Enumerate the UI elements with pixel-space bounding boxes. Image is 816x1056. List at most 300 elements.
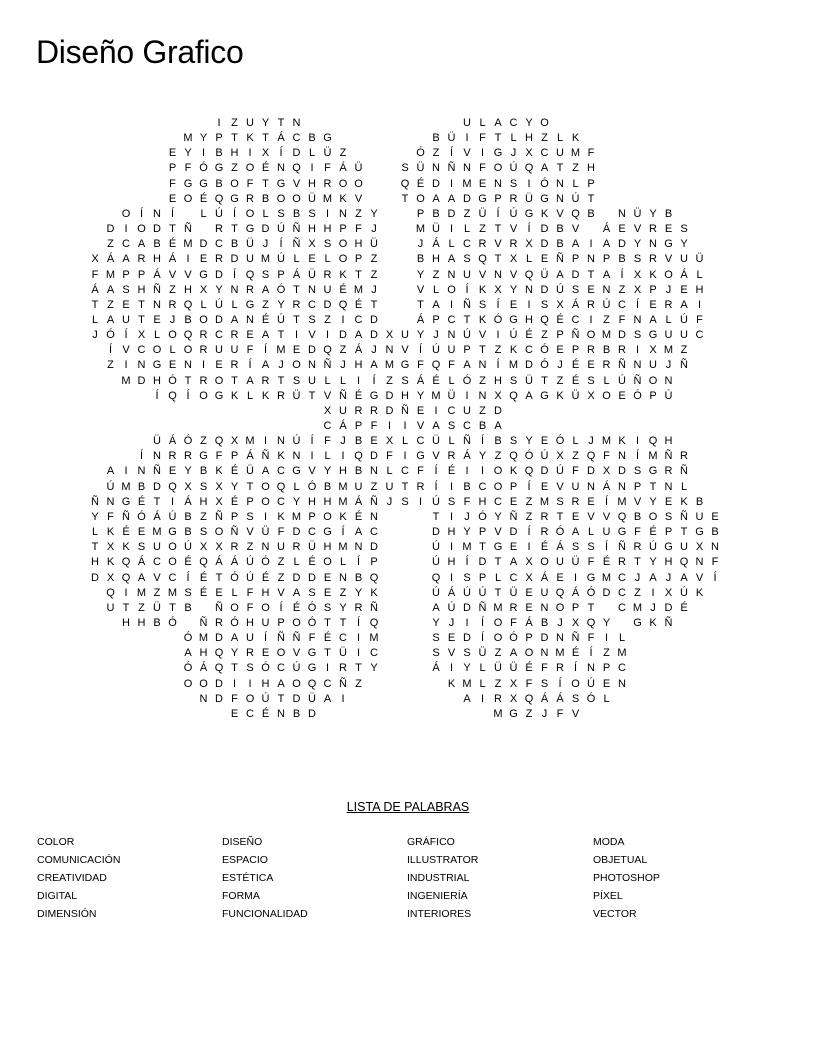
grid-letter: I	[480, 465, 485, 478]
grid-letter: Í	[263, 344, 268, 357]
grid-letter: G	[121, 495, 131, 508]
grid-letter: O	[323, 556, 332, 569]
grid-letter: P	[525, 632, 533, 645]
grid-letter: A	[106, 283, 115, 296]
word-list-item: ILLUSTRATOR	[407, 854, 479, 866]
grid-letter: F	[246, 586, 254, 599]
grid-letter: Ñ	[184, 223, 192, 236]
grid-letter: Í	[170, 207, 175, 220]
word-list-column	[593, 835, 773, 925]
grid-letter: Ñ	[401, 404, 409, 417]
grid-letter: I	[527, 541, 531, 554]
grid-letter: E	[649, 298, 657, 311]
grid-letter: Í	[139, 450, 144, 463]
grid-letter: I	[387, 420, 392, 432]
grid-letter: Ú	[246, 556, 254, 569]
grid-letter: H	[432, 253, 440, 266]
grid-letter: Y	[525, 117, 533, 129]
grid-letter: N	[447, 268, 456, 281]
grid-letter: Y	[633, 238, 642, 251]
grid-letter: I	[201, 147, 206, 160]
grid-letter: N	[478, 359, 487, 372]
grid-letter: A	[261, 465, 270, 478]
grid-letter: T	[184, 374, 192, 387]
grid-letter: N	[432, 162, 440, 175]
grid-letter: G	[307, 647, 317, 660]
grid-letter: Ú	[540, 450, 549, 463]
grid-letter: P	[168, 162, 177, 175]
grid-letter: K	[556, 389, 564, 402]
grid-letter: Í	[604, 541, 609, 554]
grid-letter: Q	[214, 662, 224, 675]
grid-letter: K	[540, 207, 549, 220]
grid-letter: T	[169, 601, 176, 614]
grid-letter: Q	[540, 313, 549, 326]
grid-letter: L	[324, 374, 331, 387]
grid-letter: B	[618, 253, 626, 266]
grid-letter: V	[277, 586, 285, 599]
grid-letter: Z	[107, 298, 114, 311]
grid-letter: L	[401, 435, 409, 448]
grid-letter: Ñ	[277, 632, 285, 645]
grid-letter: Ñ	[153, 283, 161, 296]
grid-letter: Ú	[184, 541, 192, 554]
grid-letter: I	[480, 692, 485, 705]
grid-letter: K	[478, 283, 487, 296]
grid-letter: P	[509, 480, 518, 493]
word-list-item: PHOTOSHOP	[593, 872, 660, 884]
grid-letter: F	[696, 313, 703, 326]
grid-letter: N	[618, 207, 626, 220]
grid-letter: N	[137, 359, 146, 372]
grid-letter: Á	[447, 586, 456, 599]
grid-letter: P	[122, 268, 130, 281]
grid-letter: P	[602, 662, 611, 675]
grid-letter: L	[479, 677, 486, 690]
grid-letter: Z	[107, 359, 114, 372]
grid-letter: Í	[496, 298, 500, 311]
grid-letter: Í	[418, 344, 423, 357]
grid-letter: E	[323, 571, 332, 584]
grid-letter: B	[463, 480, 471, 493]
grid-letter: R	[215, 616, 223, 629]
grid-letter: D	[509, 526, 518, 539]
grid-letter: T	[587, 601, 595, 614]
grid-letter: O	[648, 510, 658, 523]
grid-letter: B	[354, 465, 363, 478]
grid-letter: N	[354, 541, 363, 554]
grid-letter: Ú	[432, 495, 440, 508]
grid-letter: G	[416, 450, 425, 463]
grid-letter: P	[587, 177, 595, 190]
grid-letter: L	[153, 329, 161, 342]
grid-letter: F	[479, 132, 486, 145]
grid-letter: K	[215, 465, 223, 478]
grid-letter: K	[618, 435, 626, 448]
grid-letter: Ñ	[370, 495, 378, 508]
grid-letter: H	[199, 495, 208, 508]
grid-letter: Y	[649, 495, 657, 508]
grid-letter: P	[277, 616, 285, 629]
grid-letter: Í	[465, 283, 469, 296]
grid-letter: D	[385, 389, 394, 402]
grid-letter: M	[338, 480, 348, 493]
grid-letter: V	[401, 344, 409, 357]
grid-letter: B	[354, 571, 363, 584]
grid-letter: S	[478, 298, 487, 311]
grid-letter: G	[214, 389, 224, 402]
grid-letter: Ú	[447, 601, 456, 614]
grid-letter: N	[587, 253, 595, 266]
grid-letter: F	[556, 707, 564, 720]
grid-letter: T	[293, 313, 300, 326]
grid-letter: J	[650, 601, 656, 614]
grid-letter: É	[354, 298, 363, 311]
grid-letter: R	[215, 223, 223, 236]
grid-letter: V	[308, 329, 316, 342]
grid-letter: S	[432, 632, 440, 645]
grid-letter: Q	[121, 556, 131, 569]
grid-letter: D	[215, 632, 223, 645]
grid-letter: L	[587, 526, 595, 539]
grid-letter: P	[432, 313, 440, 326]
word-list-column	[407, 835, 587, 925]
grid-letter: U	[308, 374, 316, 387]
grid-letter: Á	[230, 556, 239, 569]
grid-letter: Y	[649, 556, 657, 569]
grid-letter: C	[509, 117, 518, 129]
grid-letter: I	[263, 510, 268, 523]
grid-letter: X	[308, 238, 316, 251]
grid-letter: Ñ	[230, 526, 239, 539]
grid-letter: L	[339, 556, 347, 569]
grid-letter: O	[571, 677, 580, 690]
grid-letter: Q	[369, 616, 379, 629]
grid-letter: Q	[121, 571, 131, 584]
grid-letter: Y	[416, 389, 425, 402]
grid-letter: H	[695, 283, 704, 296]
grid-letter: L	[91, 313, 99, 326]
grid-letter: O	[338, 177, 348, 190]
grid-letter: O	[354, 177, 363, 190]
grid-letter: N	[137, 465, 146, 478]
grid-letter: E	[168, 192, 177, 205]
grid-letter: X	[106, 541, 115, 554]
grid-letter: I	[124, 359, 128, 372]
grid-letter: H	[261, 677, 270, 690]
grid-letter: S	[137, 541, 146, 554]
grid-letter: Ó	[540, 177, 549, 190]
grid-letter: P	[478, 526, 487, 539]
grid-letter: F	[355, 223, 362, 236]
grid-letter: Ñ	[199, 616, 208, 629]
grid-letter: K	[261, 389, 270, 402]
grid-letter: R	[649, 253, 657, 266]
grid-letter: Ú	[556, 283, 564, 296]
grid-letter: F	[572, 465, 579, 478]
page-title: Diseño Grafico	[36, 34, 244, 70]
grid-letter: J	[541, 707, 548, 720]
grid-letter: J	[557, 359, 563, 372]
grid-letter: L	[618, 632, 626, 645]
grid-letter: Ú	[215, 298, 223, 311]
grid-letter: M	[276, 344, 286, 357]
grid-letter: C	[308, 298, 316, 311]
grid-letter: J	[557, 616, 563, 629]
grid-letter: D	[215, 268, 223, 281]
grid-letter: H	[153, 374, 161, 387]
grid-letter: M	[121, 480, 131, 493]
word-list-item: COLOR	[37, 836, 75, 848]
grid-letter: F	[215, 450, 223, 463]
grid-letter: Ü	[509, 662, 518, 675]
grid-letter: T	[153, 495, 161, 508]
grid-letter: G	[509, 313, 518, 326]
grid-letter: D	[153, 223, 161, 236]
grid-letter: L	[231, 298, 238, 311]
grid-letter: B	[184, 313, 192, 326]
grid-letter: F	[417, 359, 424, 372]
grid-letter: V	[587, 510, 595, 523]
grid-letter: E	[509, 495, 518, 508]
grid-letter: I	[604, 632, 609, 645]
grid-letter: M	[260, 253, 271, 266]
grid-letter: K	[106, 526, 115, 539]
grid-letter: I	[248, 147, 252, 160]
grid-letter: S	[323, 238, 332, 251]
grid-letter: E	[587, 495, 595, 508]
grid-letter: Ó	[261, 556, 270, 569]
grid-letter: R	[618, 344, 626, 357]
grid-letter: N	[587, 662, 595, 675]
grid-letter: K	[649, 268, 657, 281]
grid-letter: I	[449, 223, 454, 236]
grid-letter: R	[246, 647, 254, 660]
grid-letter: Ñ	[292, 238, 301, 251]
grid-letter: H	[525, 132, 533, 145]
grid-letter: B	[153, 238, 161, 251]
grid-letter: E	[509, 541, 518, 554]
grid-letter: E	[525, 586, 533, 599]
grid-letter: É	[525, 662, 533, 675]
grid-letter: Ú	[168, 510, 177, 523]
grid-letter: C	[215, 329, 223, 342]
grid-letter: I	[434, 404, 438, 417]
grid-letter: Z	[680, 344, 688, 357]
grid-letter: D	[463, 632, 471, 645]
grid-letter: Q	[524, 465, 534, 478]
grid-letter: E	[540, 253, 549, 266]
grid-letter: Ó	[307, 616, 317, 629]
grid-letter: N	[478, 389, 487, 402]
grid-letter: Í	[139, 207, 144, 220]
grid-letter: T	[262, 177, 269, 190]
grid-letter: Í	[604, 495, 609, 508]
grid-letter: U	[540, 586, 549, 599]
grid-letter: R	[540, 510, 549, 523]
grid-letter: Z	[138, 601, 145, 614]
grid-letter: D	[370, 450, 378, 463]
grid-letter: E	[509, 298, 518, 311]
grid-letter: C	[463, 420, 471, 432]
grid-letter: S	[571, 692, 580, 705]
grid-letter: X	[91, 253, 99, 266]
grid-letter: K	[680, 495, 688, 508]
grid-letter: T	[231, 132, 238, 145]
grid-letter: N	[664, 374, 673, 387]
grid-letter: Ü	[339, 647, 347, 660]
grid-letter: U	[261, 616, 270, 629]
grid-letter: C	[339, 632, 347, 645]
grid-letter: R	[680, 450, 688, 463]
grid-letter: Ü	[261, 526, 270, 539]
grid-letter: Q	[168, 480, 177, 493]
grid-letter: D	[91, 571, 99, 584]
grid-letter: T	[494, 132, 502, 145]
grid-letter: U	[649, 359, 657, 372]
grid-letter: M	[462, 677, 472, 690]
grid-letter: G	[292, 465, 301, 478]
grid-letter: T	[634, 556, 641, 569]
grid-letter: S	[556, 495, 564, 508]
grid-letter: K	[370, 586, 378, 599]
grid-letter: V	[354, 192, 363, 205]
grid-letter: C	[370, 647, 378, 660]
grid-letter: I	[465, 132, 469, 145]
grid-letter: F	[308, 632, 316, 645]
grid-letter: Í	[186, 571, 190, 584]
grid-letter: Z	[525, 495, 533, 508]
grid-letter: T	[494, 253, 502, 266]
grid-letter: Ó	[276, 283, 286, 296]
grid-letter: X	[106, 571, 115, 584]
grid-letter: G	[664, 238, 673, 251]
grid-letter: M	[183, 132, 193, 145]
grid-letter: D	[370, 541, 378, 554]
grid-letter: J	[371, 344, 377, 357]
grid-letter: Z	[169, 283, 176, 296]
grid-letter: H	[184, 283, 192, 296]
grid-letter: K	[339, 510, 347, 523]
grid-letter: O	[245, 207, 255, 220]
grid-letter: É	[571, 359, 580, 372]
grid-letter: Ü	[478, 647, 487, 660]
grid-letter: U	[246, 253, 254, 266]
grid-letter: Z	[339, 147, 347, 160]
grid-letter: P	[602, 253, 611, 266]
grid-letter: Á	[199, 662, 208, 675]
grid-letter: E	[556, 571, 564, 584]
grid-letter: É	[261, 707, 270, 720]
grid-letter: A	[230, 313, 239, 326]
grid-letter: G	[524, 207, 534, 220]
grid-letter: L	[262, 207, 269, 220]
grid-letter: C	[308, 526, 316, 539]
grid-letter: C	[277, 465, 285, 478]
grid-letter: I	[341, 313, 345, 326]
grid-letter: Á	[556, 692, 564, 705]
grid-letter: Á	[540, 571, 549, 584]
grid-letter: S	[401, 374, 409, 387]
grid-letter: H	[308, 177, 316, 190]
grid-letter: Q	[106, 586, 115, 599]
grid-letter: D	[602, 586, 611, 599]
grid-letter: C	[370, 526, 378, 539]
grid-letter: F	[246, 177, 254, 190]
word-list-item: MODA	[593, 836, 625, 848]
grid-letter: Q	[586, 616, 596, 629]
grid-letter: J	[448, 616, 455, 629]
grid-letter: N	[292, 450, 301, 463]
grid-letter: T	[556, 510, 564, 523]
grid-letter: Ó	[555, 526, 565, 539]
grid-letter: V	[168, 268, 177, 281]
grid-letter: Z	[200, 435, 207, 448]
grid-letter: Z	[231, 117, 238, 129]
grid-letter: V	[447, 647, 456, 660]
word-list-item: INDUSTRIAL	[407, 872, 470, 884]
grid-letter: É	[354, 510, 363, 523]
grid-letter: M	[291, 510, 302, 523]
grid-letter: Í	[232, 207, 237, 220]
grid-letter: R	[571, 495, 580, 508]
grid-letter: Y	[494, 510, 502, 523]
grid-letter: Ó	[168, 616, 177, 629]
grid-letter: M	[555, 647, 565, 660]
grid-letter: Z	[479, 404, 486, 417]
grid-letter: N	[525, 283, 533, 296]
grid-letter: X	[261, 147, 270, 160]
grid-letter: U	[463, 117, 471, 129]
grid-letter: Z	[541, 329, 548, 342]
grid-letter: M	[121, 374, 131, 387]
grid-letter: K	[695, 586, 704, 599]
grid-letter: H	[308, 495, 316, 508]
grid-letter: Ó	[524, 450, 534, 463]
grid-letter: Z	[494, 450, 502, 463]
grid-letter: T	[494, 223, 502, 236]
grid-letter: U	[695, 510, 704, 523]
grid-letter: I	[449, 662, 454, 675]
grid-letter: P	[571, 601, 580, 614]
grid-letter: C	[540, 147, 549, 160]
grid-letter: A	[649, 313, 657, 326]
grid-letter: Q	[183, 298, 193, 311]
grid-letter: C	[137, 344, 146, 357]
grid-letter: Ú	[246, 571, 254, 584]
grid-letter: C	[277, 495, 285, 508]
grid-letter: L	[494, 571, 502, 584]
grid-letter: O	[540, 556, 549, 569]
grid-letter: Ú	[432, 541, 440, 554]
grid-letter: P	[246, 495, 254, 508]
grid-letter: É	[308, 556, 316, 569]
grid-letter: R	[323, 177, 332, 190]
grid-letter: R	[199, 329, 208, 342]
grid-letter: É	[323, 632, 332, 645]
word-list-column	[222, 835, 402, 925]
grid-letter: D	[664, 601, 673, 614]
grid-letter: U	[339, 404, 347, 417]
grid-letter: K	[277, 510, 285, 523]
grid-letter: S	[680, 223, 688, 236]
grid-letter: G	[540, 389, 549, 402]
grid-letter: Y	[416, 329, 425, 342]
grid-letter: T	[432, 510, 440, 523]
grid-letter: N	[246, 313, 254, 326]
grid-letter: É	[416, 177, 425, 190]
grid-letter: Ñ	[633, 374, 642, 387]
